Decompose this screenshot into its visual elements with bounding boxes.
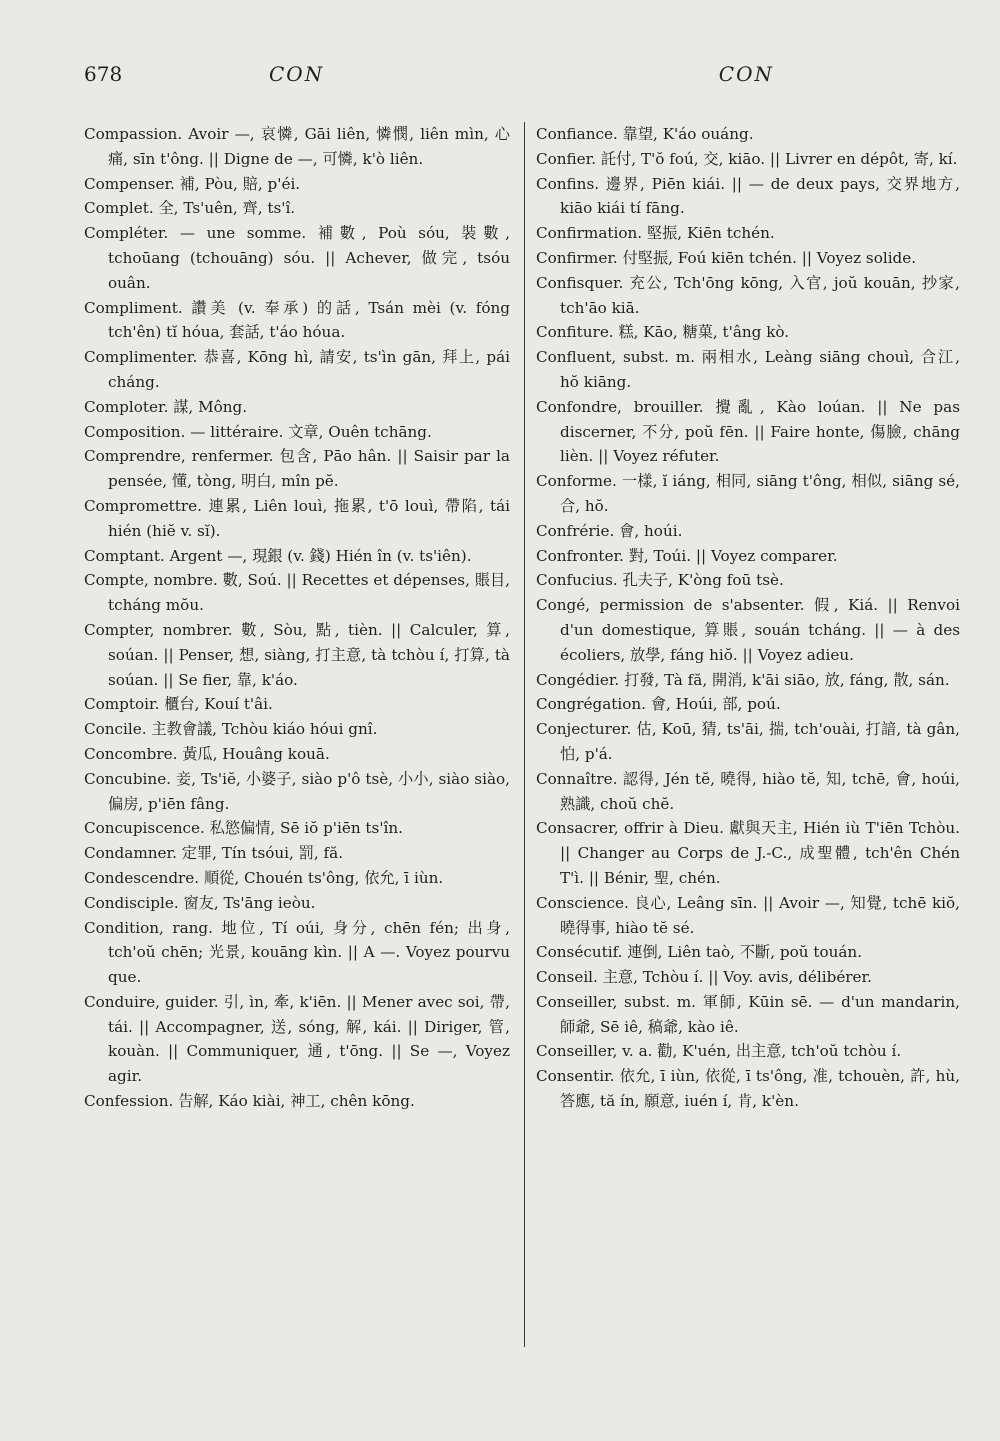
dictionary-entry: Compassion. Avoir —, 哀憐, Gāi liên, 憐憫, liên mìn, 心痛, sīn t'ông. || Digne de —, 可憐, k'ò liên. [84, 125, 510, 168]
dictionary-entry: Confronter. 對, Toúi. || Voyez comparer. [536, 546, 838, 565]
dictionary-entry: Confier. 託付, T'ŏ foú, 交, kiāo. || Livrer en dépôt, 寄, kí. [536, 149, 958, 168]
dictionary-entry: Consacrer, offrir à Dieu. 獻與天主, Hién iù T'iēn Tchòu. || Changer au Corps de J.-C., 成聖體, tch'ên Chén T'ì. || Bénir, 聖, chén. [536, 819, 960, 887]
dictionary-entry: Conseil. 主意, Tchòu í. || Voy. avis, délibérer. [536, 968, 872, 987]
dictionary-entry: Compter, nombrer. 數, Sòu, 點, tièn. || Calculer, 算, soúan. || Penser, 想, siàng, 打主意, tà tchòu í, 打算, tà soúan. || Se fier, 靠, k'áo. [84, 620, 510, 689]
dictionary-entry: Confession. 告解, Káo kiài, 神工, chên kōng. [84, 1092, 415, 1111]
dictionary-entry: Congé, permission de s'absenter. 假, Kiá. || Renvoi d'un domestique, 算賬, souán tcháng. || — à des écoliers, 放學, fáng hiŏ. || Voyez adieu. [536, 596, 960, 664]
dictionary-entry: Confucius. 孔夫子, K'òng foū tsè. [536, 571, 784, 590]
dictionary-entry: Connaître. 認得, Jén tĕ, 曉得, hiào tĕ, 知, tchē, 會, hoúi, 熟識, choŭ chĕ. [536, 769, 960, 813]
dictionary-entry: Conseiller, subst. m. 軍師, Kūin sē. — d'un mandarin, 師爺, Sē iê, 稿爺, kào iê. [536, 992, 960, 1036]
dictionary-entry: Compléter. — une somme. 補數, Poù sóu, 裝數, tchoūang (tchouāng) sóu. || Achever, 做完, tsóu ouân. [84, 224, 510, 292]
dictionary-entry: Compenser. 補, Pòu, 賠, p'éi. [84, 174, 301, 193]
dictionary-entry: Conscience. 良心, Leâng sīn. || Avoir —, 知覺, tchē kiŏ, 曉得事, hiào tĕ sé. [536, 893, 960, 937]
running-head-left: CON [269, 62, 325, 86]
dictionary-entry: Compte, nombre. 數, Soú. || Recettes et dépenses, 賬目, tcháng mŏu. [84, 571, 510, 615]
dictionary-entry: Condamner. 定罪, Tín tsóui, 罰, fă. [84, 844, 344, 863]
dictionary-entry: Consentir. 依允, ī iùn, 依從, ī ts'ông, 准, tchouèn, 許, hù, 答應, tă ín, 願意, iuén í, 肯, k'èn. [536, 1067, 960, 1111]
dictionary-entry: Consécutif. 連倒, Liên taò, 不斷, poŭ touán. [536, 943, 863, 962]
dictionary-entry: Comprendre, renfermer. 包含, Pāo hân. || Saisir par la pensée, 懂, tòng, 明白, mîn pĕ. [84, 447, 510, 491]
dictionary-entry: Condisciple. 窗友, Ts'āng ieòu. [84, 893, 316, 912]
right-column [536, 122, 960, 1114]
dictionary-entry: Complimenter. 恭喜, Kōng hì, 請安, ts'ìn gān, 拜上, pái cháng. [84, 348, 510, 391]
dictionary-entry: Congrégation. 會, Hoúi, 部, poú. [536, 695, 781, 714]
dictionary-entry: Concile. 主教會議, Tchòu kiáo hóui gnî. [84, 720, 378, 739]
dictionary-entry: Confiance. 靠望, K'áo ouáng. [536, 125, 754, 143]
dictionary-entry: Confirmer. 付堅振, Foú kiēn tchén. || Voyez solide. [536, 248, 917, 267]
dictionary-entry: Concubine. 妾, Ts'iĕ, 小婆子, siào p'ô tsè, 小小, siào siào, 偏房, p'iēn fâng. [84, 769, 510, 813]
dictionary-entry: Confrérie. 會, hoúi. [536, 521, 683, 540]
dictionary-entry: Confiture. 糕, Kāo, 糖菓, t'âng kò. [536, 323, 790, 342]
dictionary-entry: Comptoir. 櫃台, Kouí t'âi. [84, 695, 273, 714]
page-header [84, 62, 974, 92]
dictionary-entry: Conjecturer. 估, Koū, 猜, ts'āi, 揣, tch'ouài, 打諳, tà gân, 怕, p'á. [536, 720, 960, 763]
dictionary-entry: Comploter. 謀, Mông. [84, 397, 248, 416]
dictionary-entry: Comptant. Argent —, 現銀 (v. 錢) Hién în (v. ts'iên). [84, 546, 472, 565]
page-number: 678 [84, 62, 123, 86]
dictionary-entry: Confirmation. 堅振, Kiēn tchén. [536, 224, 775, 243]
dictionary-entry: Compromettre. 連累, Liên louì, 拖累, t'ō louì, 帶陷, tái hién (hiĕ v. sĭ). [84, 496, 510, 540]
dictionary-entry: Concombre. 黃瓜, Houâng kouā. [84, 744, 330, 763]
dictionary-entry: Confins. 邊界, Piēn kiái. || — de deux pays, 交界地方, kiāo kiái tí fāng. [536, 174, 960, 218]
dictionary-entry: Complet. 全, Ts'uên, 齊, ts'î. [84, 199, 296, 218]
dictionary-entry: Confisquer. 充公, Tch'ōng kōng, 入官, joŭ kouān, 抄家, tch'āo kiā. [536, 273, 960, 317]
running-head-right: CON [718, 62, 774, 86]
dictionary-entry: Congédier. 打發, Tà fă, 開消, k'āi siāo, 放, fáng, 散, sán. [536, 670, 950, 689]
dictionary-entry: Confluent, subst. m. 兩相水, Leàng siāng chouì, 合江, hŏ kiāng. [536, 348, 960, 391]
dictionary-entry: Conseiller, v. a. 勸, K'uén, 出主意, tch'oŭ tchòu í. [536, 1042, 902, 1061]
column-divider [524, 122, 525, 1347]
dictionary-entry: Condition, rang. 地位, Tí oúi, 身分, chēn fén; 出身, tch'oŭ chēn; 光景, kouāng kìn. || A —. Voyez pourvu que. [84, 918, 510, 987]
dictionary-entry: Conduire, guider. 引, ìn, 牽, k'iēn. || Mener avec soi, 帶, tái. || Accompagner, 送, sóng, 解, kái. || Diriger, 管, kouàn. || Communiquer, 通, t'ōng. || Se —, Voyez agir. [84, 992, 510, 1086]
dictionary-entry: Concupiscence. 私慾偏情, Sē iŏ p'iēn ts'în. [84, 819, 403, 838]
dictionary-entry: Condescendre. 順從, Chouén ts'ông, 依允, ī iùn. [84, 868, 444, 887]
dictionary-entry: Composition. — littéraire. 文章, Ouên tchāng. [84, 422, 432, 441]
dictionary-entry: Confondre, brouiller. 攪亂, Kào loúan. || Ne pas discerner, 不分, poŭ fēn. || Faire honte, 傷臉, chāng lièn. || Voyez réfuter. [536, 397, 960, 466]
dictionary-entry: Conforme. 一樣, ĭ iáng, 相同, siāng t'ông, 相似, siāng sé, 合, hŏ. [536, 472, 960, 515]
left-column [84, 122, 510, 1114]
dictionary-entry: Compliment. 讚美 (v. 奉承) 的話, Tsán mèi (v. fóng tch'ên) tĭ hóua, 套話, t'áo hóua. [84, 298, 510, 342]
